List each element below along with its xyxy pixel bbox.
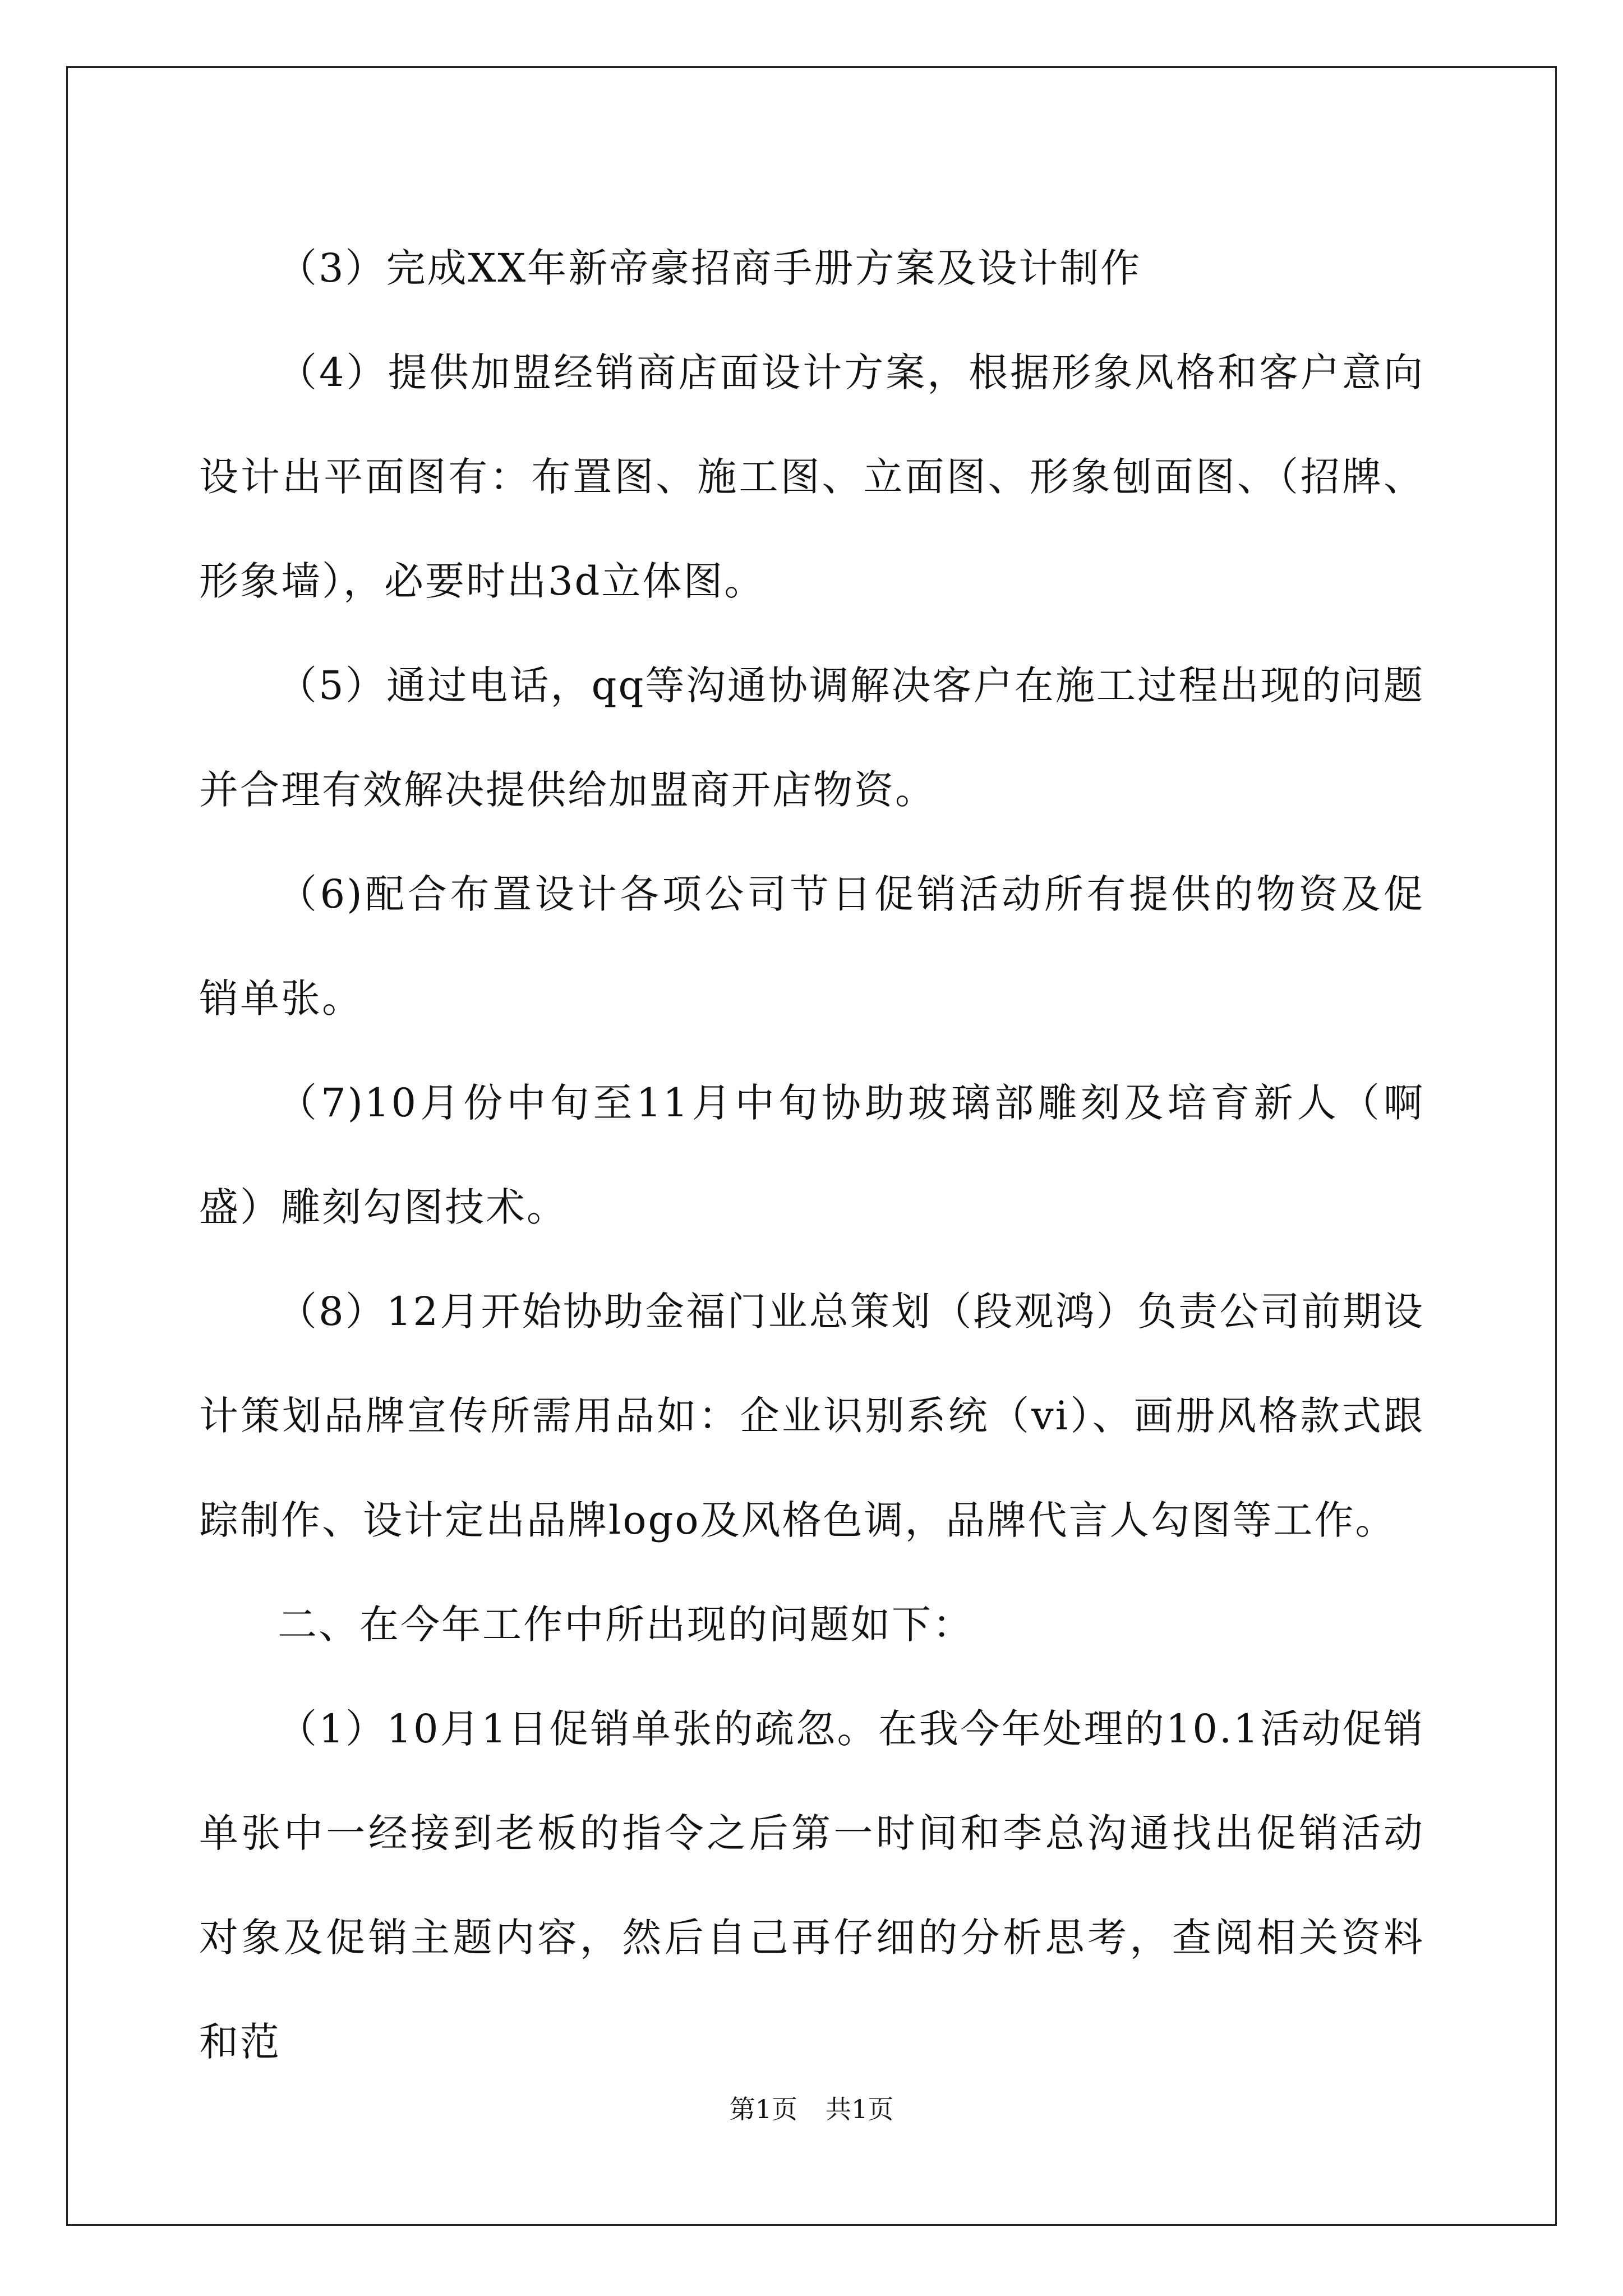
page-number-total: 共1页 [826, 2094, 894, 2124]
paragraph-item-5: （5）通过电话，qq等沟通协调解决客户在施工过程出现的问题并合理有效解决提供给加盟商开店物资。 [199, 662, 1424, 813]
paragraph-item-6: （6)配合布置设计各项公司节日促销活动所有提供的物资及促销单张。 [199, 871, 1424, 1022]
page-footer [0, 2092, 1623, 2126]
document-body [199, 216, 1424, 2094]
paragraph-item-4: （4）提供加盟经销商店面设计方案，根据形象风格和客户意向设计出平面图有：布置图、施工图、立面图、形象刨面图、（招牌、形象墙），必要时出3d立体图。 [199, 349, 1424, 604]
paragraph-item-3: （3）完成XX年新帝豪招商手册方案及设计制作 [278, 245, 1142, 291]
page-number-current: 第1页 [729, 2094, 797, 2124]
paragraph-item-8: （8）12月开始协助金福门业总策划（段观鸿）负责公司前期设计策划品牌宣传所需用品如：企业识别系统（vi）、画册风格款式跟踪制作、设计定出品牌logo及风格色调，品牌代言人勾图等工作。 [199, 1289, 1424, 1543]
paragraph-problem-1: （1）10月1日促销单张的疏忽。在我今年处理的10.1活动促销单张中一经接到老板的指令之后第一时间和李总沟通找出促销活动对象及促销主题内容，然后自己再仔细的分析思考，查阅相关资料和范 [199, 1706, 1424, 2065]
paragraph-item-7: （7)10月份中旬至11月中旬协助玻璃部雕刻及培育新人（啊盛）雕刻勾图技术。 [199, 1080, 1424, 1230]
section-heading-problems: 二、在今年工作中所出现的问题如下： [278, 1602, 974, 1648]
